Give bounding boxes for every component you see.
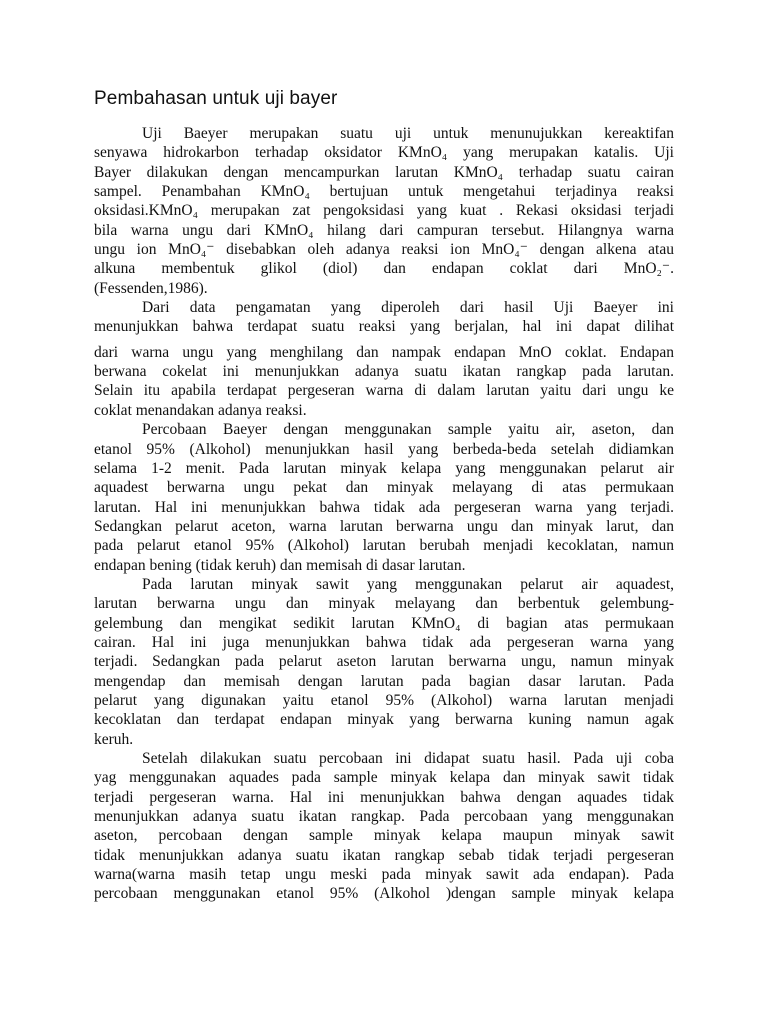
text-line: yag menggunakan aquades pada sample minyak kelapa dan minyak sawit tidak xyxy=(94,769,674,787)
text-line: sampel. Penambahan KMnO₄ bertujuan untuk mengetahui terjadinya reaksi xyxy=(94,183,674,201)
text-line: menunjukkan bahwa terdapat suatu reaksi yang berjalan, hal ini dapat dilihat xyxy=(94,318,674,336)
text-line: keruh. xyxy=(94,730,134,748)
text-line: larutan berwarna ungu dan minyak melayang dan berbentuk gelembung- xyxy=(94,595,674,613)
text-line: Pada larutan minyak sawit yang menggunakan pelarut air aquadest, xyxy=(142,575,674,593)
text-line: alkuna membentuk glikol (diol) dan endapan coklat dari MnO₂⁻. xyxy=(94,260,674,278)
text-line: Sedangkan pelarut aceton, warna larutan berwarna ungu dan minyak larut, dan xyxy=(94,517,674,535)
text-line: kecoklatan dan terdapat endapan minyak yang berwarna kuning namun agak xyxy=(94,711,674,729)
text-line: etanol 95% (Alkohol) menunjukkan hasil yang berbeda-beda setelah didiamkan xyxy=(94,440,674,458)
text-line: senyawa hidrokarbon terhadap oksidator KMnO₄ yang merupakan katalis. Uji xyxy=(94,144,674,162)
text-line: aseton, percobaan dengan sample minyak kelapa maupun minyak sawit xyxy=(94,827,674,845)
text-line: larutan. Hal ini menunjukkan bahwa tidak ada pergeseran warna yang terjadi. xyxy=(94,498,674,516)
text-line: Uji Baeyer merupakan suatu uji untuk menunujukkan kereaktifan xyxy=(142,125,674,142)
text-line: Setelah dilakukan suatu percobaan ini didapat suatu hasil. Pada uji coba xyxy=(142,750,674,767)
text-line: (Fessenden,1986). xyxy=(94,279,208,297)
text-line: dari warna ungu yang menghilang dan nampak endapan MnO coklat. Endapan xyxy=(94,343,674,361)
text-line: oksidasi.KMnO₄ merupakan zat pengoksidasi yang kuat . Rekasi oksidasi terjadi xyxy=(94,202,674,220)
body-text xyxy=(94,124,674,904)
text-line: menunjukkan adanya suatu ikatan rangkap. Pada percobaan yang menggunakan xyxy=(94,808,674,826)
text-line: bila warna ungu dari KMnO₄ hilang dari campuran tersebut. Hilangnya warna xyxy=(94,221,674,239)
section-heading: Pembahasan untuk uji bayer xyxy=(94,88,338,109)
text-line: terjadi pergeseran warna. Hal ini menunjukkan bahwa dengan aquades tidak xyxy=(94,788,674,806)
text-line: pada pelarut etanol 95% (Alkohol) larutan berubah menjadi kecoklatan, namun xyxy=(94,537,674,555)
text-line: selama 1-2 menit. Pada larutan minyak kelapa yang menggunakan pelarut air xyxy=(94,459,674,477)
text-line: Bayer dilakukan dengan mencampurkan larutan KMnO₄ terhadap suatu cairan xyxy=(94,163,674,181)
text-line: Dari data pengamatan yang diperoleh dari hasil Uji Baeyer ini xyxy=(142,299,674,317)
text-line: Selain itu apabila terdapat pergeseran warna di dalam larutan yaitu dari ungu ke xyxy=(94,382,674,400)
text-line: percobaan menggunakan etanol 95% (Alkohol )dengan sample minyak kelapa xyxy=(94,885,674,903)
text-line: coklat menandakan adanya reaksi. xyxy=(94,401,307,419)
text-line: tidak menunjukkan adanya suatu ikatan rangkap sebab tidak terjadi pergeseran xyxy=(94,846,674,864)
text-line: pelarut yang digunakan yaitu etanol 95% (Alkohol) warna larutan menjadi xyxy=(94,691,674,709)
text-line: terjadi. Sedangkan pada pelarut aseton larutan berwarna ungu, namun minyak xyxy=(94,653,674,671)
text-line: endapan bening (tidak keruh) dan memisah di dasar larutan. xyxy=(94,556,466,574)
text-line: aquadest berwarna ungu pekat dan minyak melayang di atas permukaan xyxy=(94,479,674,497)
text-line: gelembung dan mengikat sedikit larutan KMnO₄ di bagian atas permukaan xyxy=(94,614,674,632)
text-line: ungu ion MnO₄⁻ disebabkan oleh adanya reaksi ion MnO₄⁻ dengan alkena atau xyxy=(94,241,674,259)
text-line: berwana cokelat ini menunjukkan adanya suatu ikatan rangkap pada larutan. xyxy=(94,363,674,381)
text-line: Percobaan Baeyer dengan menggunakan sample yaitu air, aseton, dan xyxy=(142,421,674,439)
text-line: warna(warna masih tetap ungu meski pada minyak sawit ada endapan). Pada xyxy=(94,866,674,884)
text-line: cairan. Hal ini juga menunjukkan bahwa tidak ada pergeseran warna yang xyxy=(94,633,674,651)
text-line: mengendap dan memisah dengan larutan pada bagian dasar larutan. Pada xyxy=(94,672,674,690)
